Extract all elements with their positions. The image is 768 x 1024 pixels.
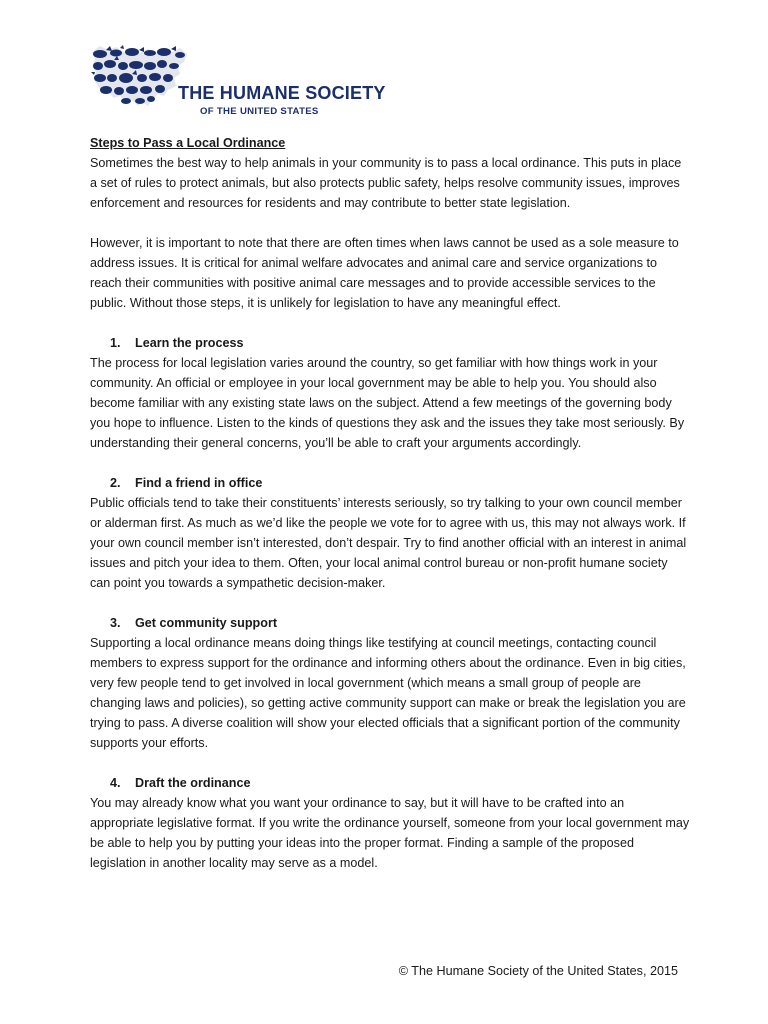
- organization-name: THE HUMANE SOCIETY: [178, 83, 386, 103]
- step-title: Find a friend in office: [135, 476, 263, 490]
- document-body: [90, 133, 690, 893]
- step-section: [90, 333, 690, 453]
- step-number: 2.: [110, 476, 121, 490]
- step-body: You may already know what you want your ordinance to say, but it will have to be crafted into an appropriate legislative format. If you write the ordinance yourself, someone from your local government may be able to help you by putting your ideas into the proper format. Finding a sample of the proposed legislation in another locality may serve as a model.: [90, 796, 690, 870]
- step-number: 3.: [110, 616, 121, 630]
- step-section: [90, 473, 690, 593]
- step-heading: [90, 773, 690, 793]
- copyright-footer: © The Humane Society of the United States, 2015: [398, 964, 678, 978]
- step-body: Public officials tend to take their constituents’ interests seriously, so try talking to your own council member or alderman first. As much as we’d like the people we vote for to agree with us, this may not always work. If your own council member isn’t interested, don’t despair. Try to find another official with an interest in animal issues and pitch your idea to them. Often, your local animal control bureau or non-profit humane society can point you towards a sympathetic decision-maker.: [90, 496, 687, 590]
- organization-subtitle: OF THE UNITED STATES: [200, 106, 319, 117]
- step-body: Supporting a local ordinance means doing things like testifying at council meetings, contacting council members to express support for the ordinance and informing others about the ordinance. Even in big cities, very few people tend to get involved in local government (which means a small group of people are changing laws and policies), so getting active community support can make or break the legislation you are trying to pass. A diverse coalition will show your elected officials that a significant portion of the community supports your efforts.: [90, 636, 686, 750]
- step-section: [90, 773, 690, 873]
- step-heading: [90, 613, 690, 633]
- animals-map-icon: [90, 44, 190, 108]
- step-title: Learn the process: [135, 336, 244, 350]
- step-heading: [90, 333, 690, 353]
- step-body: The process for local legislation varies around the country, so get familiar with how things work in your community. An official or employee in your local government may be able to help you. You should also become familiar with any existing state laws on the subject. Attend a few meetings of the governing body you hope to influence. Listen to the kinds of questions they ask and the issues they take most seriously. By understanding their general concerns, you’ll be able to craft your arguments accordingly.: [90, 356, 685, 450]
- step-title: Get community support: [135, 616, 278, 630]
- step-number: 4.: [110, 776, 121, 790]
- organization-logo: [90, 44, 386, 117]
- document-title: Steps to Pass a Local Ordinance: [90, 136, 286, 150]
- intro-paragraph: Sometimes the best way to help animals in your community is to pass a local ordinance. This puts in place a set of rules to protect animals, but also protects public safety, helps resolve community issues, improves enforcement and resources for residents and may contribute to better state legislation.: [90, 156, 682, 210]
- step-number: 1.: [110, 336, 121, 350]
- intro-paragraph: However, it is important to note that there are often times when laws cannot be used as a sole measure to address issues. It is critical for animal welfare advocates and animal care and service organizations to reach their communities with positive animal care messages and to provide accessible services to the public. Without those steps, it is unlikely for legislation to have any meaningful effect.: [90, 236, 679, 310]
- step-section: [90, 613, 690, 753]
- step-heading: [90, 473, 690, 493]
- step-title: Draft the ordinance: [135, 776, 251, 790]
